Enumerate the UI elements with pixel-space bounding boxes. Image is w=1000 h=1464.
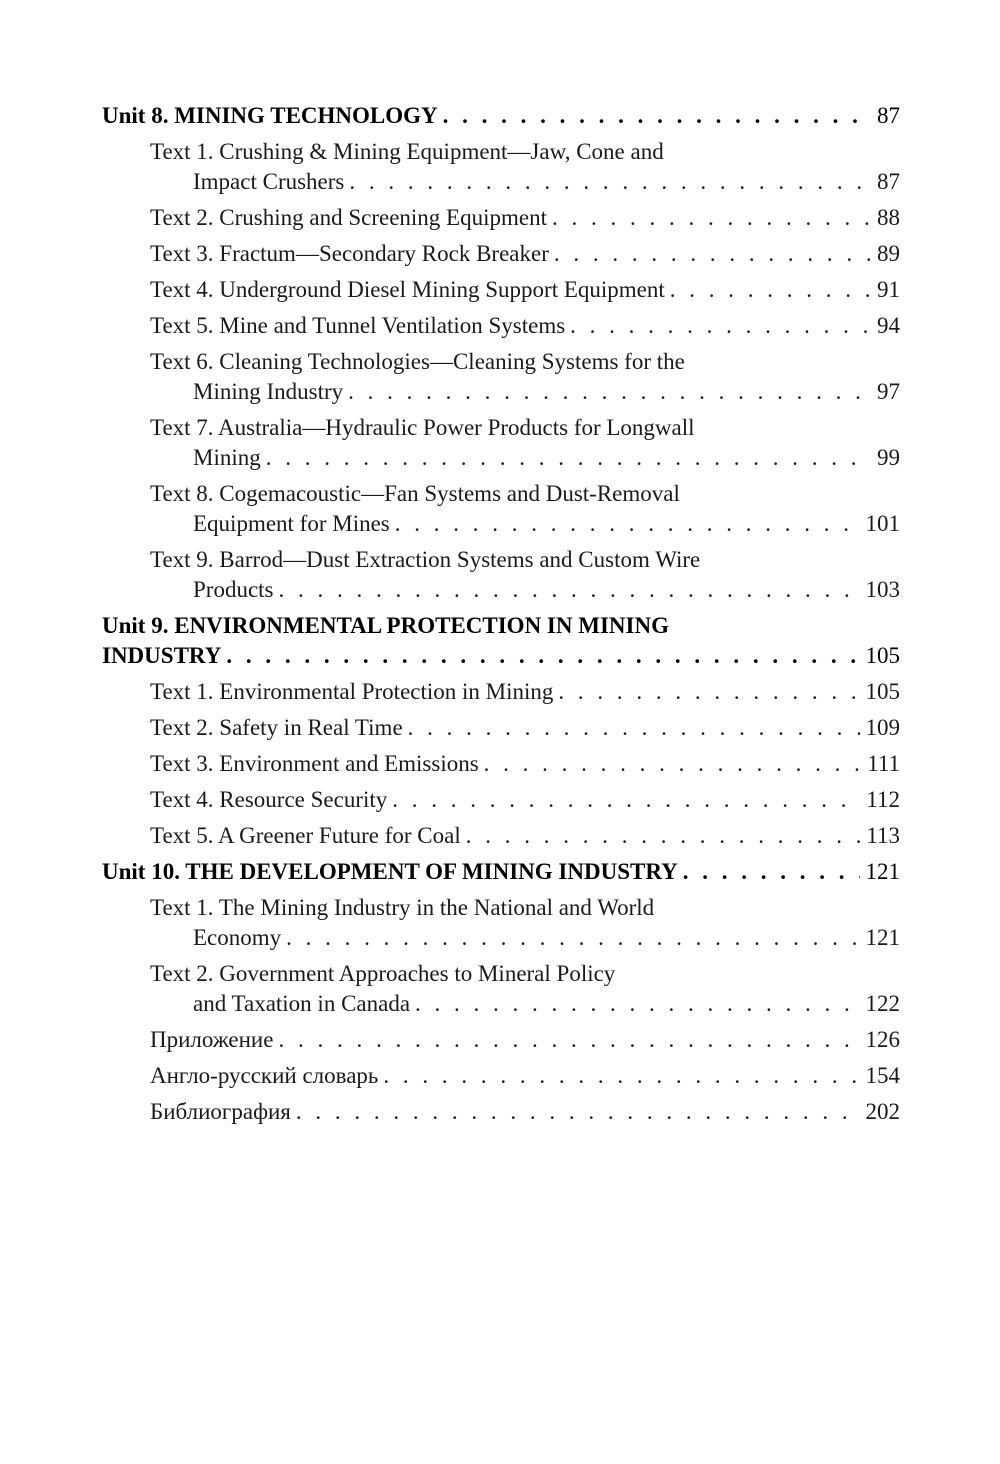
toc-line xyxy=(102,1025,900,1055)
toc-title: Text 9. Barrod—Dust Extraction Systems and Custom Wire xyxy=(150,547,701,572)
toc-entry[interactable] xyxy=(102,675,900,711)
dot-leader xyxy=(466,821,861,851)
page-number: 94 xyxy=(877,313,900,338)
toc-line xyxy=(102,137,900,167)
toc-entry[interactable] xyxy=(102,543,900,609)
dot-leader xyxy=(392,785,860,815)
toc-title: and Taxation in Canada xyxy=(193,991,411,1016)
toc-line xyxy=(102,1097,900,1127)
toc-entry[interactable] xyxy=(102,819,900,855)
toc-entry[interactable] xyxy=(102,747,900,783)
toc-line xyxy=(102,545,900,575)
toc-title: Англо-русский словарь xyxy=(150,1063,379,1088)
toc-entry[interactable] xyxy=(102,783,900,819)
dot-leader xyxy=(349,167,871,197)
toc-title: Text 1. Crushing & Mining Equipment—Jaw, Cone and xyxy=(150,139,664,164)
toc-unit-heading[interactable] xyxy=(102,99,900,135)
toc-title: Библиография xyxy=(150,1099,291,1124)
page-number: 99 xyxy=(877,445,900,470)
toc-title: Text 1. The Mining Industry in the National and World xyxy=(150,895,655,920)
toc-line xyxy=(102,377,900,407)
dot-leader xyxy=(558,677,859,707)
dot-leader xyxy=(266,443,871,473)
toc-title: Products xyxy=(193,577,274,602)
toc-title: Mining xyxy=(193,445,261,470)
page-number: 89 xyxy=(877,241,900,266)
toc-entry[interactable] xyxy=(102,345,900,411)
toc-line xyxy=(102,785,900,815)
toc-line xyxy=(102,611,900,641)
toc-unit-heading[interactable] xyxy=(102,855,900,891)
toc-line xyxy=(102,239,900,269)
toc-entry[interactable] xyxy=(102,1095,900,1131)
toc-line xyxy=(102,203,900,233)
toc-line xyxy=(102,347,900,377)
toc-title: Unit 8. MINING TECHNOLOGY xyxy=(102,103,438,128)
toc-entry[interactable] xyxy=(102,711,900,747)
dot-leader xyxy=(554,239,871,269)
toc-title: Text 1. Environmental Protection in Mining xyxy=(150,679,554,704)
dot-leader xyxy=(552,203,871,233)
toc-line xyxy=(102,311,900,341)
toc-title: Impact Crushers xyxy=(193,169,345,194)
toc-line xyxy=(102,509,900,539)
toc-line xyxy=(102,713,900,743)
page-number: 101 xyxy=(865,511,900,536)
dot-leader xyxy=(443,101,871,131)
toc-line xyxy=(102,749,900,779)
toc-title: Text 5. A Greener Future for Coal xyxy=(150,823,461,848)
toc-title: Text 4. Underground Diesel Mining Support Equipment xyxy=(150,277,665,302)
dot-leader xyxy=(408,713,860,743)
page-number: 88 xyxy=(877,205,900,230)
toc-title: Text 7. Australia—Hydraulic Power Products for Longwall xyxy=(150,415,695,440)
toc-entry[interactable] xyxy=(102,1059,900,1095)
dot-leader xyxy=(383,1061,859,1091)
toc-line xyxy=(102,479,900,509)
toc-title: Text 4. Resource Security xyxy=(150,787,388,812)
page-number: 111 xyxy=(867,751,900,776)
toc-entry[interactable] xyxy=(102,477,900,543)
toc-title: Text 2. Government Approaches to Mineral Policy xyxy=(150,961,616,986)
toc-line xyxy=(102,857,900,887)
toc-title: Mining Industry xyxy=(193,379,344,404)
dot-leader xyxy=(670,275,871,305)
toc-title: Text 5. Mine and Tunnel Ventilation Systems xyxy=(150,313,566,338)
toc-entry[interactable] xyxy=(102,201,900,237)
toc-title: Equipment for Mines xyxy=(193,511,390,536)
toc-title: Text 3. Fractum—Secondary Rock Breaker xyxy=(150,241,549,266)
page-number: 97 xyxy=(877,379,900,404)
toc-line xyxy=(102,821,900,851)
dot-leader xyxy=(226,641,859,671)
toc-line xyxy=(102,101,900,131)
toc-line xyxy=(102,893,900,923)
dot-leader xyxy=(570,311,871,341)
toc-line xyxy=(102,641,900,671)
page-number: 103 xyxy=(865,577,900,602)
page-number: 105 xyxy=(865,679,900,704)
toc-line xyxy=(102,959,900,989)
dot-leader xyxy=(683,857,860,887)
dot-leader xyxy=(415,989,859,1019)
toc-entry[interactable] xyxy=(102,237,900,273)
toc-entry[interactable] xyxy=(102,1023,900,1059)
toc-title: Text 2. Safety in Real Time xyxy=(150,715,403,740)
dot-leader xyxy=(278,1025,859,1055)
dot-leader xyxy=(296,1097,860,1127)
toc-title: INDUSTRY xyxy=(102,643,222,668)
page-number: 87 xyxy=(877,103,900,128)
dot-leader xyxy=(286,923,859,953)
toc-line xyxy=(102,443,900,473)
toc-title: Economy xyxy=(193,925,282,950)
toc-title: Приложение xyxy=(150,1027,274,1052)
toc-entry[interactable] xyxy=(102,135,900,201)
dot-leader xyxy=(279,575,860,605)
toc-title: Text 2. Crushing and Screening Equipment xyxy=(150,205,547,230)
toc-line xyxy=(102,677,900,707)
page-number: 109 xyxy=(865,715,900,740)
toc-title: Text 6. Cleaning Technologies—Cleaning Systems for the xyxy=(150,349,685,374)
page-number: 87 xyxy=(877,169,900,194)
toc-unit-heading[interactable] xyxy=(102,609,900,675)
table-of-contents xyxy=(102,99,900,1131)
toc-entry[interactable] xyxy=(102,273,900,309)
page-number: 112 xyxy=(866,787,900,812)
page-number: 126 xyxy=(865,1027,900,1052)
dot-leader xyxy=(484,749,862,779)
toc-line xyxy=(102,275,900,305)
toc-entry[interactable] xyxy=(102,309,900,345)
toc-line xyxy=(102,167,900,197)
page-number: 121 xyxy=(865,925,900,950)
toc-title: Text 8. Cogemacoustic—Fan Systems and Dust-Removal xyxy=(150,481,680,506)
page-number: 122 xyxy=(865,991,900,1016)
page-number: 113 xyxy=(866,823,900,848)
page-number: 91 xyxy=(877,277,900,302)
toc-line xyxy=(102,1061,900,1091)
toc-entry[interactable] xyxy=(102,891,900,957)
dot-leader xyxy=(395,509,860,539)
toc-line xyxy=(102,923,900,953)
page-number: 121 xyxy=(865,859,900,884)
toc-title: Unit 10. THE DEVELOPMENT OF MINING INDUSTRY xyxy=(102,859,678,884)
toc-title: Text 3. Environment and Emissions xyxy=(150,751,479,776)
page-number: 154 xyxy=(865,1063,900,1088)
page-number: 202 xyxy=(865,1099,900,1124)
page-number: 105 xyxy=(865,643,900,668)
toc-entry[interactable] xyxy=(102,957,900,1023)
toc-line xyxy=(102,413,900,443)
toc-line xyxy=(102,989,900,1019)
toc-line xyxy=(102,575,900,605)
toc-entry[interactable] xyxy=(102,411,900,477)
toc-title: Unit 9. ENVIRONMENTAL PROTECTION IN MINING xyxy=(102,613,669,638)
dot-leader xyxy=(348,377,871,407)
